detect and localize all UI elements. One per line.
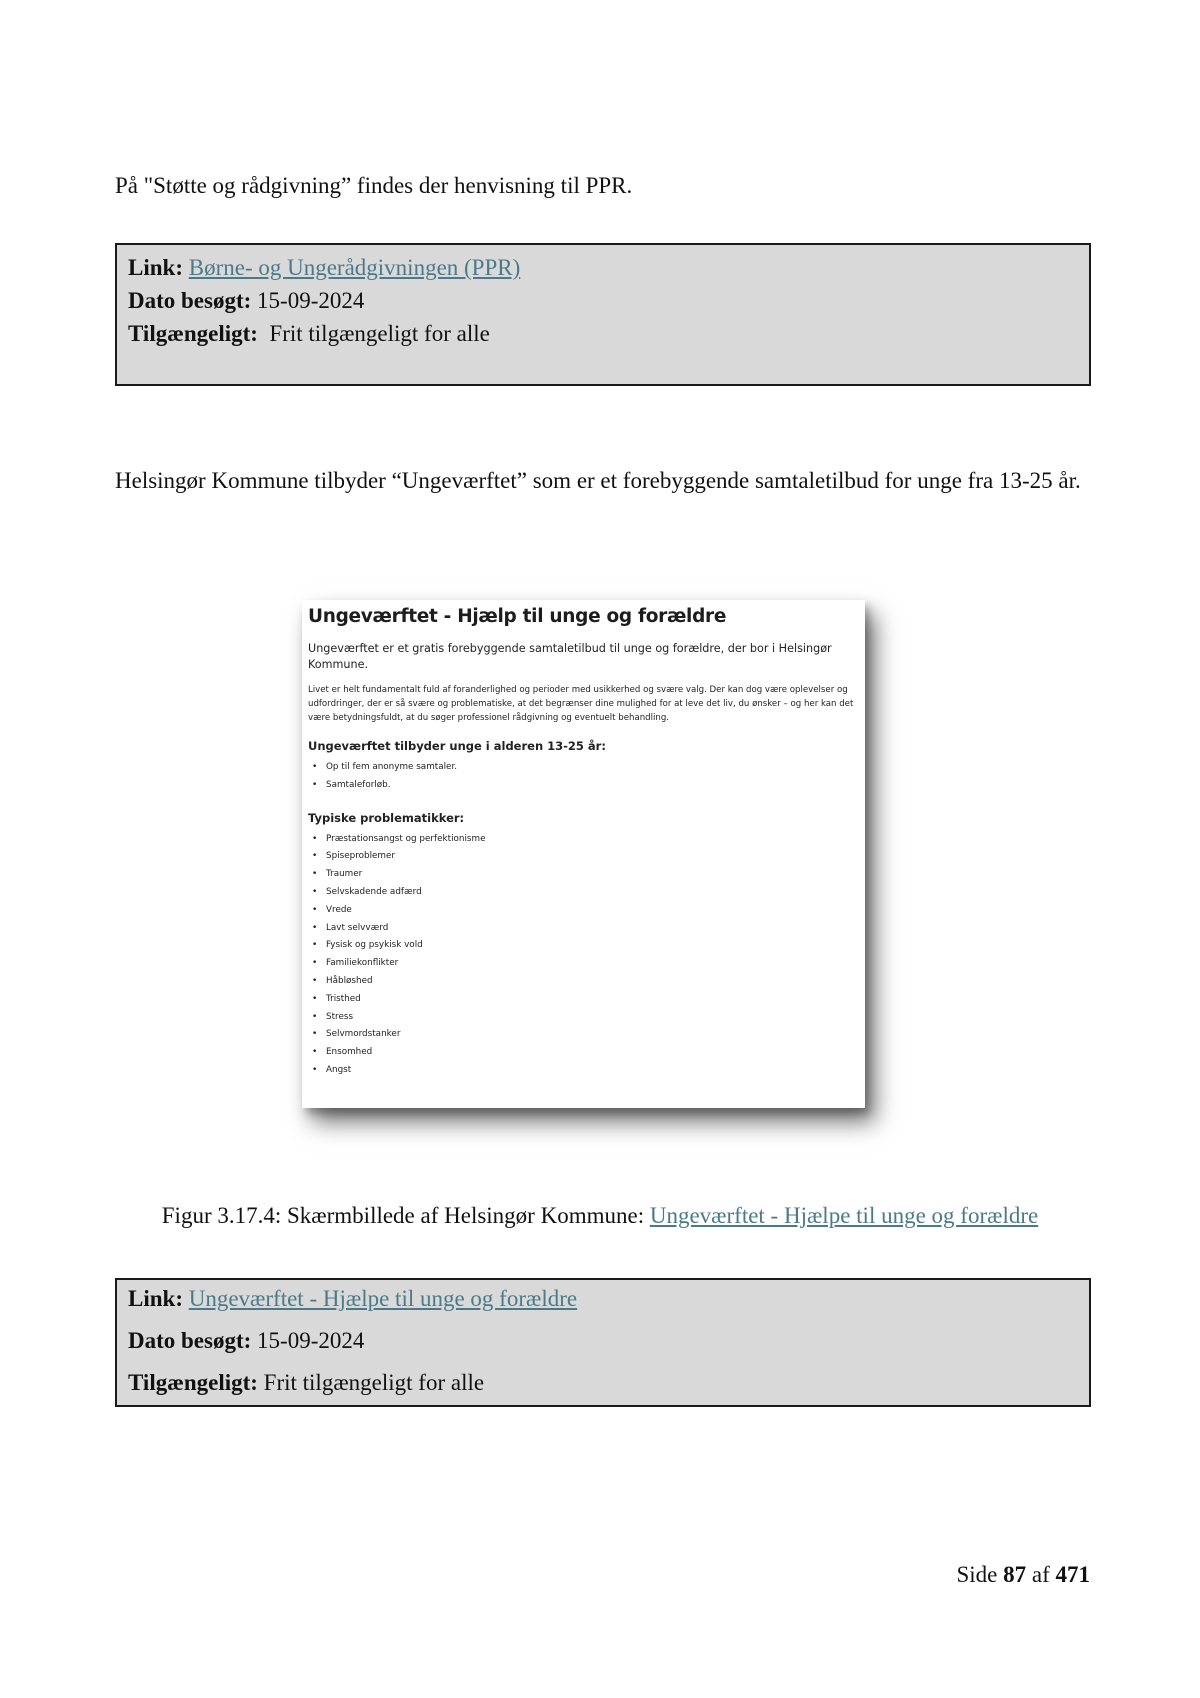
access-value: Frit tilgængeligt for alle bbox=[269, 321, 490, 346]
list-item: • Op til fem anonyme samtaler. bbox=[312, 762, 458, 772]
list-item: • Traumer bbox=[312, 869, 363, 880]
problems-list bbox=[308, 831, 857, 1080]
list-item: • Familiekonflikter bbox=[312, 958, 399, 969]
date-label: Dato besøgt: bbox=[128, 288, 252, 313]
link-row bbox=[128, 1278, 1089, 1320]
page-number: Side 87 af 471 bbox=[956, 1562, 1090, 1587]
list-item: • Lavt selvværd bbox=[312, 922, 389, 933]
link-label: Link: bbox=[128, 1286, 183, 1311]
date-label: Dato besøgt: bbox=[128, 1328, 252, 1353]
screenshot-title: Ungeværftet - Hjælp til unge og forældre bbox=[308, 606, 727, 627]
link-row bbox=[128, 251, 1089, 284]
website-screenshot bbox=[302, 600, 865, 1108]
ungevaerftet-link[interactable]: Ungeværftet - Hjælpe til unge og forældre bbox=[188, 1286, 578, 1311]
list-item: • Spiseproblemer bbox=[312, 851, 396, 862]
screenshot-intro: Ungeværftet er et gratis forebyggende samtaletilbud til unge og forældre, der bor i Helsingør Kommune. bbox=[308, 642, 832, 671]
body-paragraph: Helsingør Kommune tilbyder “Ungeværftet” som er et forebyggende samtaletilbud for unge fra 13-25 år. bbox=[115, 468, 1081, 493]
list-item: • Ensomhed bbox=[312, 1047, 373, 1058]
date-value: 15-09-2024 bbox=[257, 288, 365, 313]
date-row bbox=[128, 1320, 1089, 1362]
list-item: • Præstationsangst og perfektionisme bbox=[312, 833, 486, 844]
total-pages: 471 bbox=[1055, 1562, 1090, 1587]
offer-list bbox=[308, 759, 857, 795]
link-label: Link: bbox=[128, 255, 183, 280]
ppr-link[interactable]: Børne- og Ungerådgivningen (PPR) bbox=[188, 255, 521, 280]
list-item: • Fysisk og psykisk vold bbox=[312, 940, 423, 951]
access-label: Tilgængeligt: bbox=[128, 321, 258, 346]
access-label: Tilgængeligt: bbox=[128, 1370, 258, 1395]
list-item: • Selvmordstanker bbox=[312, 1029, 401, 1040]
date-row bbox=[128, 284, 1089, 317]
access-value: Frit tilgængeligt for alle bbox=[263, 1370, 485, 1395]
current-page: 87 bbox=[1003, 1562, 1027, 1587]
caption-link[interactable]: Ungeværftet - Hjælpe til unge og forældre bbox=[649, 1203, 1039, 1228]
list-item: • Samtaleforløb. bbox=[312, 779, 391, 790]
list-item: • Stress bbox=[312, 1011, 354, 1022]
screenshot-body: Livet er helt fundamentalt fuld af foranderlighed og perioder med usikkerhed og svære valg. Der kan dog være oplevelser og udfordringer, der er så svære og problematiske, at det begrænser dine mulighed for at leve det liv, du ønsker – og her kan det være betydningsfuldt, at du søger professionel rådgivning og eventuelt behandling. bbox=[308, 685, 854, 723]
info-box-ungevaerftet bbox=[115, 1278, 1091, 1407]
caption-text: Figur 3.17.4: Skærmbillede af Helsingør Kommune: bbox=[161, 1203, 650, 1228]
list-item: • Selvskadende adfærd bbox=[312, 886, 422, 897]
access-row bbox=[128, 317, 1089, 350]
intro-text: På "Støtte og rådgivning” findes der henvisning til PPR. bbox=[115, 173, 633, 198]
date-value: 15-09-2024 bbox=[257, 1328, 365, 1353]
screenshot-problems-heading: Typiske problematikker: bbox=[308, 810, 465, 825]
list-item: • Angst bbox=[312, 1064, 352, 1075]
figure-caption bbox=[0, 1203, 1200, 1229]
screenshot-offer-heading: Ungeværftet tilbyder unge i alderen 13-25 år: bbox=[308, 739, 606, 753]
info-box-ppr bbox=[115, 243, 1091, 386]
list-item: • Tristhed bbox=[312, 993, 361, 1004]
list-item: • Håbløshed bbox=[312, 975, 373, 986]
list-item: • Vrede bbox=[312, 904, 352, 915]
access-row bbox=[128, 1362, 1089, 1404]
